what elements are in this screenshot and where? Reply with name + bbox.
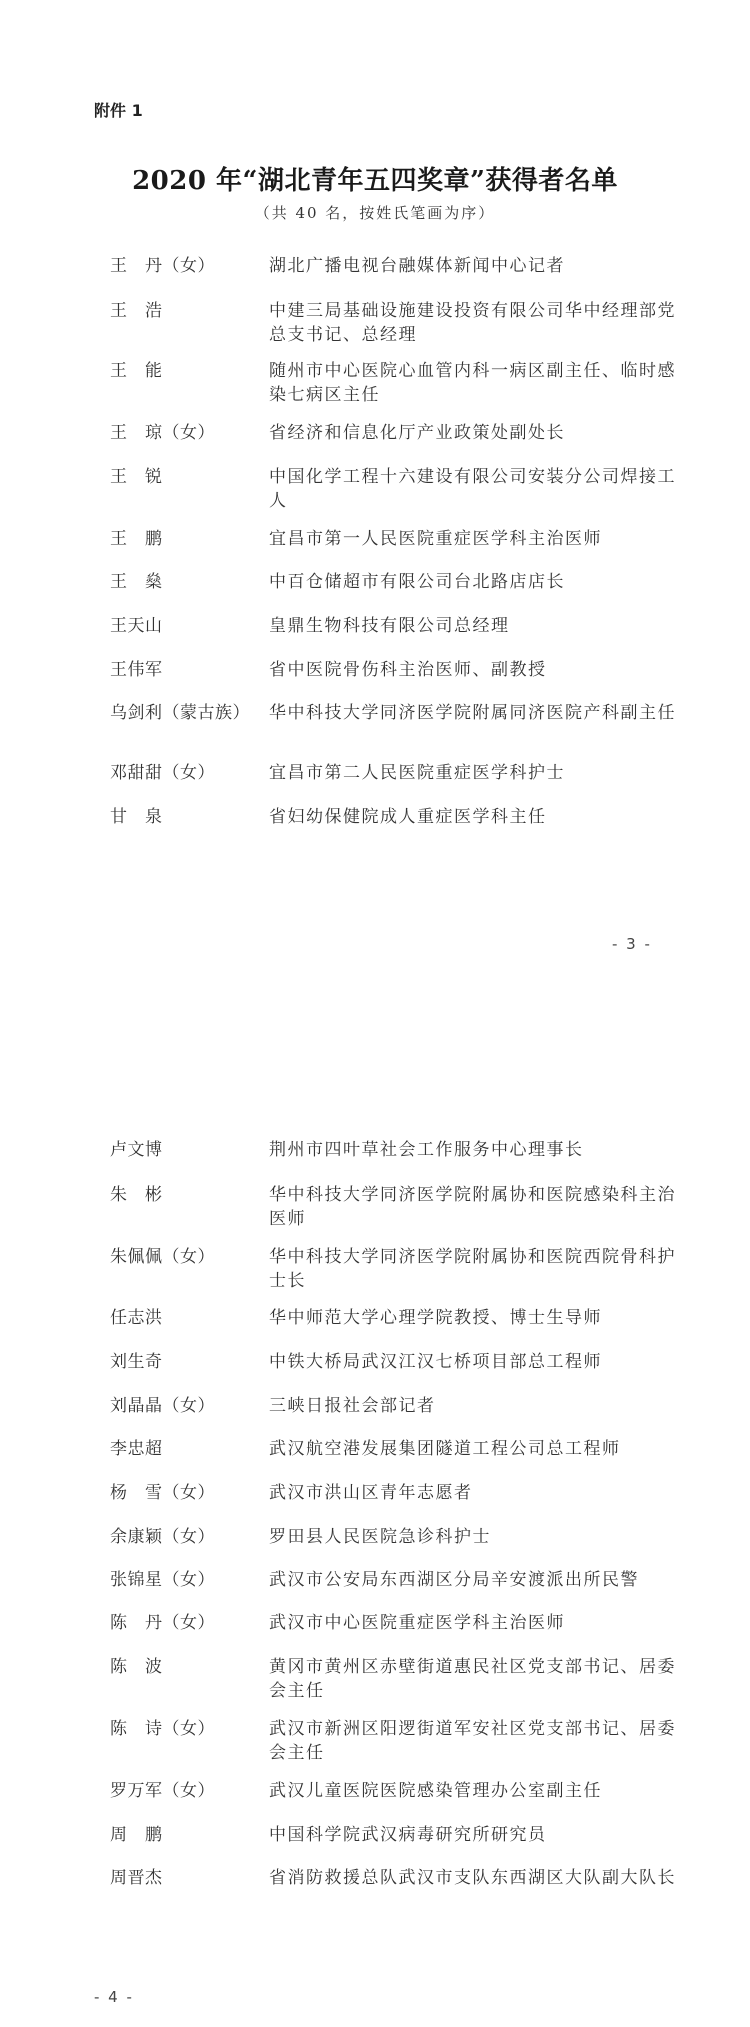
awardee-affiliation: 随州市中心医院心血管内科一病区副主任、临时感染七病区主任 — [269, 361, 676, 405]
awardee-affiliation: 武汉市中心医院重症医学科主治医师 — [269, 1613, 565, 1633]
awardee-name: 周晋杰 — [110, 1868, 163, 1888]
awardee-name: 余康颖（女） — [110, 1527, 215, 1547]
awardee-name: 甘 泉 — [110, 807, 163, 827]
awardee-affiliation: 中建三局基础设施建设投资有限公司华中经理部党总支书记、总经理 — [269, 301, 676, 345]
awardee-affiliation: 武汉儿童医院医院感染管理办公室副主任 — [269, 1781, 602, 1801]
awardee-affiliation: 皇鼎生物科技有限公司总经理 — [269, 616, 510, 636]
awardee-name: 王 锐 — [110, 467, 163, 487]
awardee-affiliation: 武汉市公安局东西湖区分局辛安渡派出所民警 — [269, 1570, 639, 1590]
awardee-affiliation: 宜昌市第一人民医院重症医学科主治医师 — [269, 529, 602, 549]
awardee-name: 王 能 — [110, 361, 163, 381]
page-number: - 3 - — [612, 935, 652, 953]
awardee-affiliation: 省经济和信息化厅产业政策处副处长 — [269, 423, 565, 443]
awardee-affiliation: 省中医院骨伤科主治医师、副教授 — [269, 660, 547, 680]
awardee-name: 张锦星（女） — [110, 1570, 215, 1590]
awardee-affiliation: 省消防救援总队武汉市支队东西湖区大队副大队长 — [269, 1868, 676, 1888]
awardee-affiliation: 中铁大桥局武汉江汉七桥项目部总工程师 — [269, 1352, 602, 1372]
awardee-affiliation: 黄冈市黄州区赤壁街道惠民社区党支部书记、居委会主任 — [269, 1657, 676, 1701]
awardee-name: 罗万军（女） — [110, 1781, 215, 1801]
page-number: - 4 - — [94, 1988, 134, 2006]
awardee-name: 王 燊 — [110, 572, 163, 592]
awardee-name: 王 丹（女） — [110, 256, 215, 276]
awardee-name: 陈 丹（女） — [110, 1613, 215, 1633]
awardee-name: 任志洪 — [110, 1308, 163, 1328]
awardee-name: 陈 波 — [110, 1657, 163, 1677]
awardee-name: 乌剑利（蒙古族） — [110, 703, 250, 723]
awardee-affiliation: 华中科技大学同济医学院附属同济医院产科副主任 — [269, 703, 676, 723]
awardee-name: 王伟军 — [110, 660, 163, 680]
document-subtitle: （共 40 名，按姓氏笔画为序） — [254, 204, 496, 222]
awardee-affiliation: 武汉市洪山区青年志愿者 — [269, 1483, 473, 1503]
awardee-name: 王 鹏 — [110, 529, 163, 549]
awardee-name: 陈 诗（女） — [110, 1719, 215, 1739]
awardee-name: 朱 彬 — [110, 1185, 163, 1205]
awardee-affiliation: 中百仓储超市有限公司台北路店店长 — [269, 572, 565, 592]
awardee-affiliation: 宜昌市第二人民医院重症医学科护士 — [269, 763, 565, 783]
attachment-label: 附件 1 — [94, 101, 143, 120]
awardee-affiliation: 三峡日报社会部记者 — [269, 1396, 436, 1416]
awardee-name: 邓甜甜（女） — [110, 763, 215, 783]
awardee-affiliation: 湖北广播电视台融媒体新闻中心记者 — [269, 256, 565, 276]
awardee-affiliation: 华中科技大学同济医学院附属协和医院西院骨科护士长 — [269, 1247, 676, 1291]
awardee-name: 朱佩佩（女） — [110, 1247, 215, 1267]
awardee-affiliation: 华中师范大学心理学院教授、博士生导师 — [269, 1308, 602, 1328]
awardee-affiliation: 罗田县人民医院急诊科护士 — [269, 1527, 491, 1547]
awardee-name: 王天山 — [110, 616, 163, 636]
awardee-affiliation: 中国科学院武汉病毒研究所研究员 — [269, 1825, 547, 1845]
awardee-name: 刘生奇 — [110, 1352, 163, 1372]
awardee-name: 刘晶晶（女） — [110, 1396, 215, 1416]
awardee-name: 李忠超 — [110, 1439, 163, 1459]
awardee-name: 杨 雪（女） — [110, 1483, 215, 1503]
awardee-name: 卢文博 — [110, 1140, 163, 1160]
document-title: 2020 年“湖北青年五四奖章”获得者名单 — [132, 166, 618, 196]
awardee-affiliation: 省妇幼保健院成人重症医学科主任 — [269, 807, 547, 827]
awardee-affiliation: 中国化学工程十六建设有限公司安装分公司焊接工人 — [269, 467, 676, 511]
awardee-name: 周 鹏 — [110, 1825, 163, 1845]
awardee-affiliation: 武汉市新洲区阳逻街道军安社区党支部书记、居委会主任 — [269, 1719, 676, 1763]
awardee-affiliation: 荆州市四叶草社会工作服务中心理事长 — [269, 1140, 584, 1160]
awardee-name: 王 琼（女） — [110, 423, 215, 443]
awardee-affiliation: 武汉航空港发展集团隧道工程公司总工程师 — [269, 1439, 621, 1459]
awardee-name: 王 浩 — [110, 301, 163, 321]
awardee-affiliation: 华中科技大学同济医学院附属协和医院感染科主治医师 — [269, 1185, 676, 1229]
